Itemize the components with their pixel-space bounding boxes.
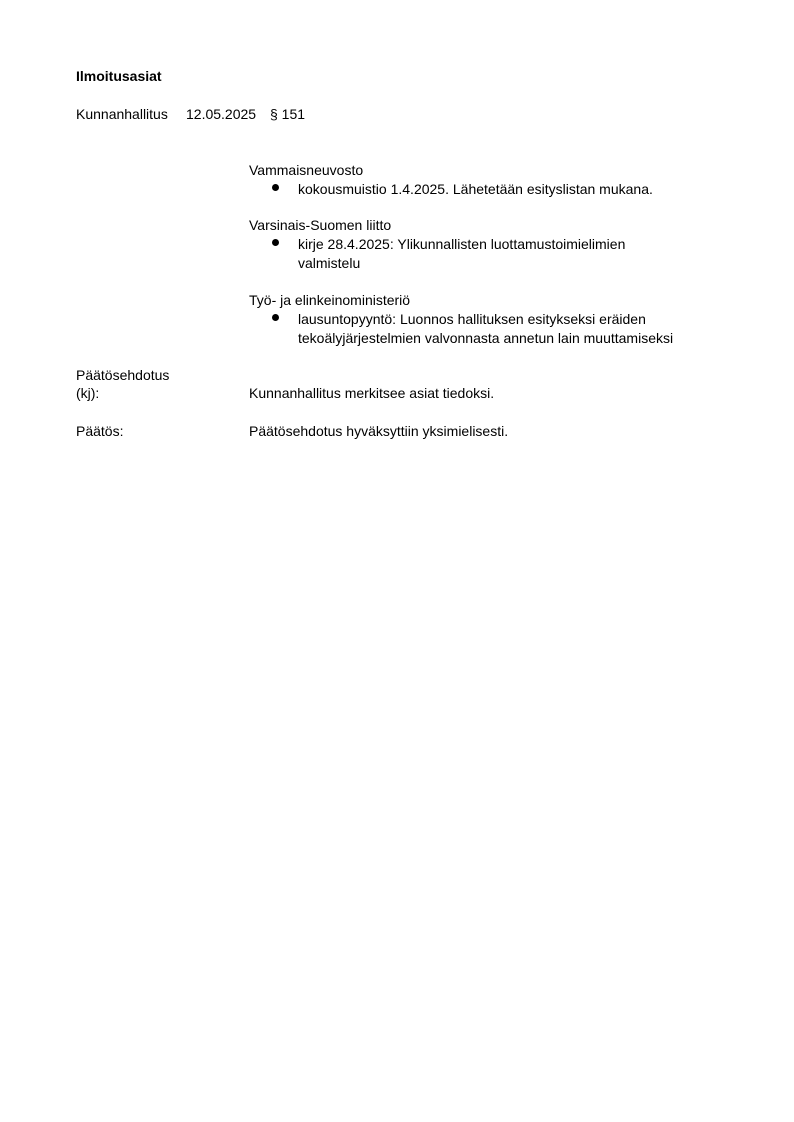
decision-text: Päätösehdotus hyväksyttiin yksimielisesti. xyxy=(249,423,509,439)
meeting-paragraph: § 151 xyxy=(270,106,306,122)
section-heading: Varsinais-Suomen liitto xyxy=(249,217,392,233)
list-item: lausuntopyyntö: Luonnos hallituksen esitykseksi eräiden xyxy=(298,311,646,327)
meeting-date: 12.05.2025 xyxy=(186,106,257,122)
section-heading: Työ- ja elinkeinoministeriö xyxy=(249,292,411,308)
list-item-continuation: tekoälyjärjestelmien valvonnasta annetun lain muuttamiseksi xyxy=(298,330,674,346)
list-item: kirje 28.4.2025: Ylikunnallisten luottamustoimielimien xyxy=(298,236,626,252)
bullet-icon xyxy=(272,314,279,321)
bullet-icon xyxy=(272,239,279,246)
meeting-body: Kunnanhallitus xyxy=(76,106,168,122)
proposal-label-sub: (kj): xyxy=(76,385,100,401)
decision-label: Päätös: xyxy=(76,423,124,439)
list-item-continuation: valmistelu xyxy=(298,255,361,271)
proposal-text: Kunnanhallitus merkitsee asiat tiedoksi. xyxy=(249,385,495,401)
section-heading: Vammaisneuvosto xyxy=(249,162,364,178)
proposal-label: Päätösehdotus xyxy=(76,367,170,383)
list-item: kokousmuistio 1.4.2025. Lähetetään esityslistan mukana. xyxy=(298,181,653,197)
bullet-icon xyxy=(272,184,279,191)
document-title: Ilmoitusasiat xyxy=(76,68,162,84)
